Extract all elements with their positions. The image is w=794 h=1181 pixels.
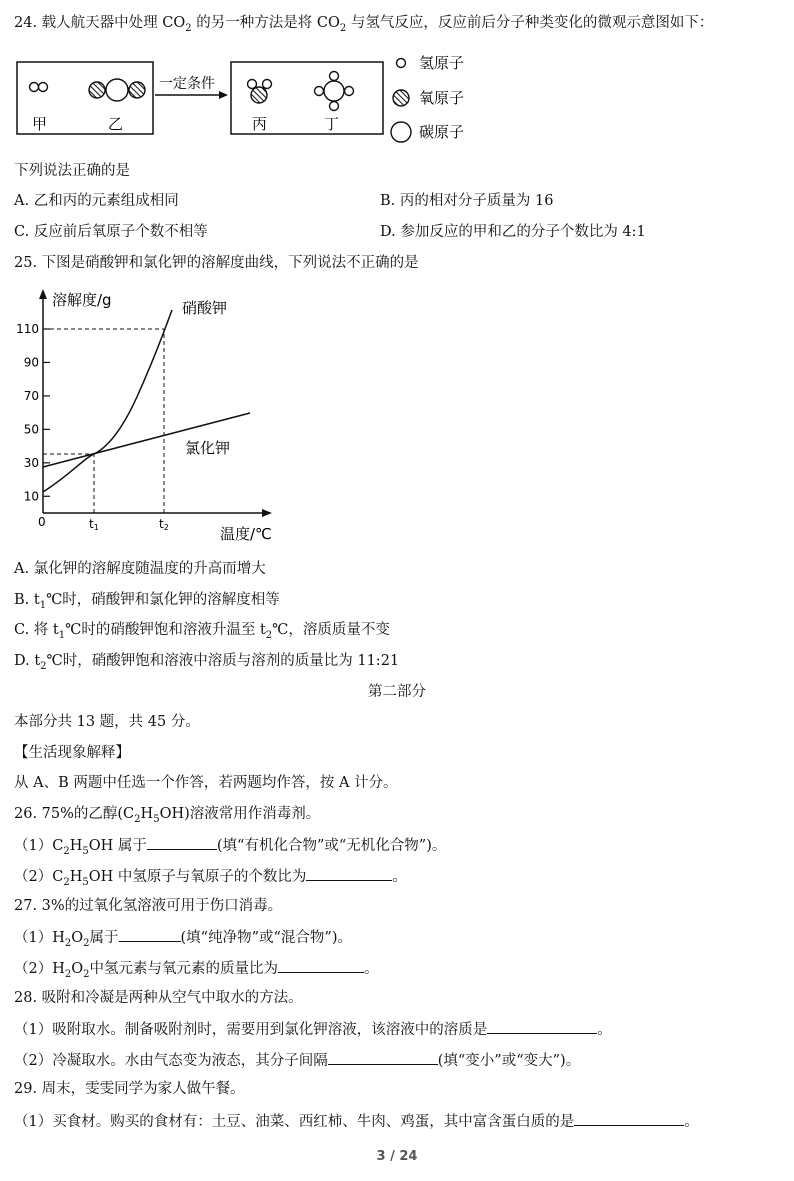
q27-part2: $(2)H_2O_2$中氢元素与氧元素的质量比为 。: [14, 958, 379, 984]
q26-part2: $(2)C_2H_5OH$ 中氢原子与氧原子的个数比为 。: [14, 866, 407, 892]
label-jia: 甲: [32, 115, 48, 133]
q26-stem: 26. 75%的乙醇$(C_2H_5OH)$溶液常用作消毒剂。: [14, 806, 321, 825]
legend-oxygen: 氧原子: [419, 89, 465, 107]
q26-part1: $(1)C_2H_5OH$ 属于 (填“有机化合物”或“无机化合物”)。: [14, 835, 446, 861]
q25-option-c: C. 将 $t_1℃$时的硝酸钾饱和溶液升温至 $t_2℃$，溶质质量不变: [14, 622, 390, 641]
legend-hydrogen: 氢原子: [419, 54, 465, 72]
q28-stem: 28. 吸附和冷凝是两种从空气中取水的方法。: [14, 990, 303, 1006]
carbon-dioxide-molecule-yi: [89, 79, 145, 101]
y-tick-label: 90: [23, 355, 39, 370]
part2-title: 第二部分: [368, 684, 426, 700]
q24-option-c: C. 反应前后氧原子个数不相等: [14, 224, 208, 240]
answer-blank[interactable]: [306, 866, 392, 881]
kno3-curve: [43, 310, 172, 492]
label-yi: 乙: [108, 115, 124, 133]
solubility-chart: [10, 285, 290, 550]
legend-carbon: 碳原子: [419, 123, 465, 141]
answer-blank[interactable]: [574, 1111, 684, 1126]
answer-blank[interactable]: [328, 1050, 438, 1065]
q25-stem: 25. 下图是硝酸钾和氯化钾的溶解度曲线，下列说法不正确的是: [14, 255, 419, 271]
q25-option-d: D. $t_2℃$时，硝酸钾饱和溶液中溶质与溶剂的质量比为 11:21: [14, 653, 400, 672]
y-axis-label: 溶解度/g: [52, 291, 112, 309]
x-axis-label: 温度/℃: [220, 525, 272, 543]
y-tick-label: 70: [23, 388, 39, 403]
x-tick-t1: t1: [89, 517, 99, 532]
label-ding: 丁: [324, 115, 340, 133]
q25-option-b: B. $t_1℃$时，硝酸钾和氯化钾的溶解度相等: [14, 592, 280, 611]
page-number: 3 / 24: [376, 1149, 418, 1164]
answer-blank[interactable]: [487, 1019, 597, 1034]
carbon-atom-icon: [391, 122, 411, 142]
q24-stem: 24. 载人航天器中处理 $CO_2$ 的另一种方法是将 $CO_2$ 与氢气反应，反应前后分子种类变化的微观示意图如下：: [14, 15, 714, 34]
series-label-kno3: 硝酸钾: [182, 299, 228, 317]
series-label-kcl: 氯化钾: [185, 439, 231, 457]
q29-stem: 29. 周末，雯雯同学为家人做午餐。: [14, 1081, 245, 1097]
y-tick-label: 50: [23, 422, 39, 437]
q24-prompt: 下列说法正确的是: [14, 163, 130, 179]
section-heading: 【生活现象解释】: [14, 745, 130, 761]
water-molecule-bing: [248, 80, 272, 104]
answer-blank[interactable]: [119, 927, 181, 942]
q27-stem: 27. 3%的过氧化氢溶液可用于伤口消毒。: [14, 898, 283, 914]
q28-part2: （2）冷凝取水。水由气态变为液态，其分子间隔 (填“变小”或“变大”)。: [14, 1050, 580, 1070]
label-bing: 丙: [252, 115, 268, 133]
q25-option-a: A. 氯化钾的溶解度随温度的升高而增大: [14, 561, 266, 577]
q29-part1: （1）买食材。购买的食材有：土豆、油菜、西红柿、牛肉、鸡蛋，其中富含蛋白质的是 。: [14, 1111, 699, 1131]
q24-option-a: A. 乙和丙的元素组成相同: [14, 193, 179, 209]
q24-option-d: D. 参加反应的甲和乙的分子个数比为 4:1: [380, 224, 646, 240]
choice-note: 从 A、B 两题中任选一个作答，若两题均作答，按 A 计分。: [14, 775, 398, 791]
y-tick-label: 10: [23, 489, 39, 504]
y-tick-label: 110: [16, 322, 39, 336]
y-tick-label: 30: [23, 455, 39, 470]
condition-label: 一定条件: [159, 76, 215, 92]
answer-blank[interactable]: [147, 835, 217, 850]
answer-blank[interactable]: [278, 958, 364, 973]
hydrogen-atom-icon: [397, 59, 406, 68]
hydrogen-molecule-jia: [30, 83, 48, 92]
q24-option-b: B. 丙的相对分子质量为 16: [380, 193, 554, 209]
q28-part1: （1）吸附取水。制备吸附剂时，需要用到氯化钾溶液，该溶液中的溶质是 。: [14, 1019, 612, 1039]
oxygen-atom-icon: [393, 90, 409, 106]
x-tick-t2: t2: [159, 517, 169, 532]
reaction-diagram: [14, 50, 494, 150]
q27-part1: $(1)H_2O_2$属于 (填“纯净物”或“混合物”)。: [14, 927, 352, 953]
origin-label: 0: [38, 515, 46, 529]
methane-molecule-ding: [315, 72, 354, 111]
part2-intro: 本部分共 13 题，共 45 分。: [14, 714, 200, 730]
